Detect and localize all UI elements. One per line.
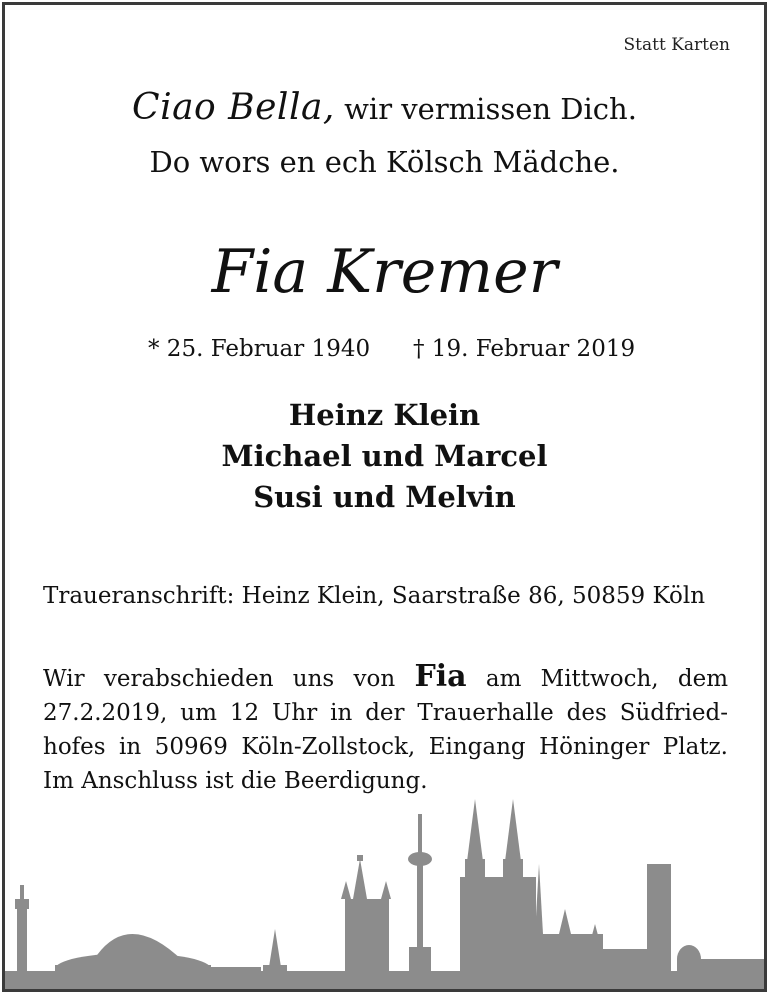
ceremony-after: am Mittwoch, dem 27.2.2019, um 12 Uhr in der Trauerhalle des Südfriedhofes in 50969 Köln-Zollstock, Eingang Höninger Platz. Im Anschluss ist die Beerdigung. bbox=[43, 666, 729, 794]
header-label: Statt Karten bbox=[623, 35, 730, 55]
ceremony-before: Wir verabschieden uns von bbox=[43, 666, 415, 692]
mourner: Heinz Klein bbox=[288, 398, 481, 432]
cologne-skyline-icon bbox=[5, 799, 764, 989]
death-date: † 19. Februar 2019 bbox=[413, 336, 636, 362]
greeting-rest: wir vermissen Dich. bbox=[334, 92, 637, 126]
mourner: Michael und Marcel bbox=[221, 439, 548, 473]
deceased-name: Fia Kremer bbox=[211, 237, 558, 307]
birth-date: * 25. Februar 1940 bbox=[148, 336, 371, 362]
greeting-line-2: Do wors en ech Kölsch Mädche. bbox=[149, 145, 620, 179]
greeting-line bbox=[5, 87, 764, 128]
greeting-script: Ciao Bella, bbox=[132, 87, 335, 128]
mourner: Susi und Melvin bbox=[253, 480, 516, 514]
obituary-notice bbox=[2, 2, 767, 992]
mourning-address: Traueranschrift: Heinz Klein, Saarstraße 86, 50859 Köln bbox=[43, 583, 706, 609]
mourners-list bbox=[5, 395, 764, 518]
ceremony-highlight-name: Fia bbox=[414, 659, 467, 694]
ceremony-text bbox=[43, 660, 728, 798]
